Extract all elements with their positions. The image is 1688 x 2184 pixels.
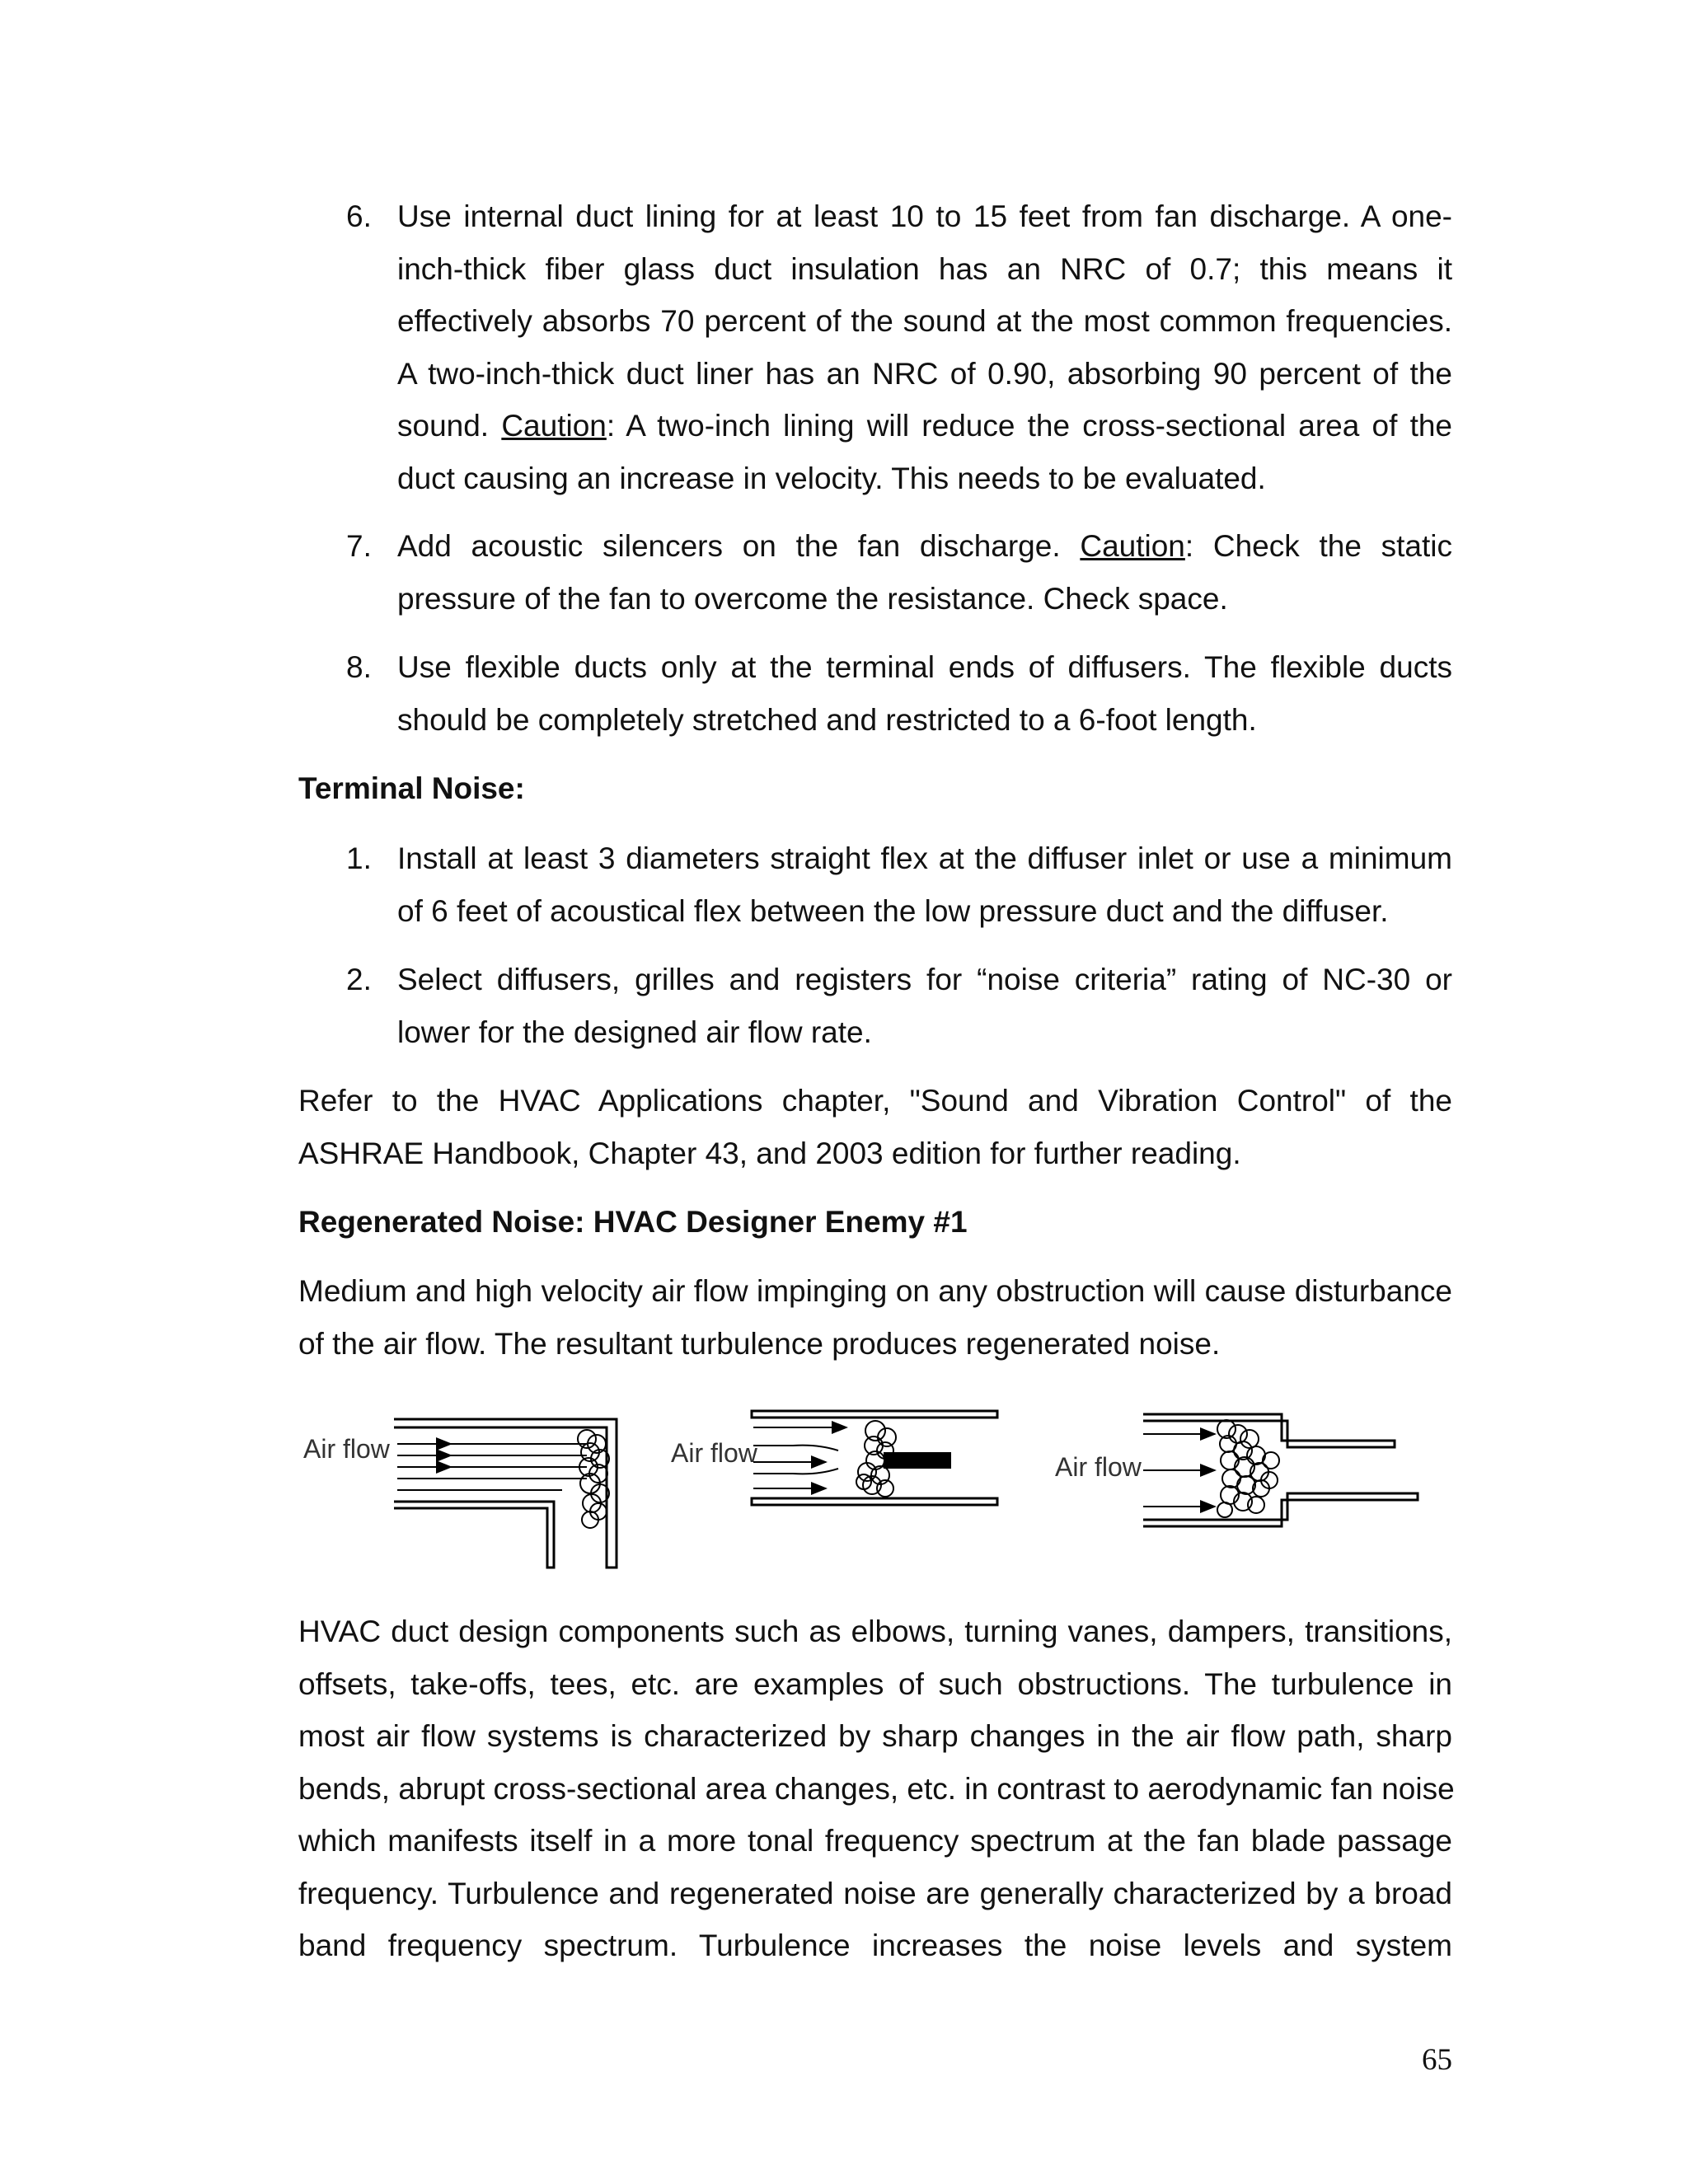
caution-label: Caution: [501, 409, 607, 443]
list-text: [397, 641, 1452, 746]
list-text: [397, 832, 1452, 937]
terminal-noise-heading: Terminal Noise:: [298, 771, 525, 805]
text-line: bends, abrupt cross-sectional area changes, etc. in contrast to aerodynamic fan noise: [298, 1771, 1455, 1806]
elbow-turbulence-diagram-icon: [303, 1419, 617, 1568]
regenerated-noise-heading: Regenerated Noise: HVAC Designer Enemy #1: [298, 1205, 968, 1239]
damper-turbulence-diagram-icon: [671, 1411, 997, 1505]
turbulence-diagrams: [298, 1401, 1452, 1582]
air-flow-label: Air flow: [671, 1438, 757, 1468]
text-segment: : Check the static: [1184, 529, 1452, 563]
air-flow-label: Air flow: [1055, 1452, 1142, 1482]
text-line: offsets, take-offs, tees, etc. are examples of such obstructions. The turbulence in: [298, 1666, 1452, 1701]
text-line: Refer to the HVAC Applications chapter, "Sound and Vibration Control" of the: [298, 1084, 1452, 1118]
text-line: of 6 feet of acoustical flex between the low pressure duct and the diffuser.: [397, 893, 1389, 928]
text-line: Use internal duct lining for at least 10 to 15 feet from fan discharge. A one-: [397, 199, 1452, 233]
text-line: most air flow systems is characterized by sharp changes in the air flow path, sharp: [298, 1719, 1452, 1753]
air-flow-label: Air flow: [303, 1434, 390, 1464]
regenerated-noise-paragraph: [298, 1265, 1452, 1370]
text-line: Install at least 3 diameters straight flex at the diffuser inlet or use a minimum: [397, 841, 1452, 875]
text-line: A two-inch-thick duct liner has an NRC of 0.90, absorbing 90 percent of the: [397, 356, 1452, 391]
text-segment: sound.: [397, 409, 502, 443]
list-text: [397, 954, 1452, 1058]
text-line: ASHRAE Handbook, Chapter 43, and 2003 edition for further reading.: [298, 1136, 1241, 1170]
list-text: [397, 520, 1452, 625]
text-line: pressure of the fan to overcome the resistance. Check space.: [397, 581, 1228, 616]
text-line: Select diffusers, grilles and registers for “noise criteria” rating of NC-30 or: [397, 963, 1452, 996]
transition-turbulence-diagram-icon: [1055, 1414, 1418, 1526]
text-line: which manifests itself in a more tonal frequency spectrum at the fan blade passage: [298, 1824, 1452, 1858]
turbulence-figure: [298, 1401, 1452, 1582]
hvac-components-paragraph: [298, 1605, 1455, 1972]
text-line: lower for the designed air flow rate.: [397, 1015, 872, 1049]
list-number: 6.: [346, 199, 372, 233]
text-line: duct causing an increase in velocity. This needs to be evaluated.: [397, 461, 1266, 495]
text-segment: Add acoustic silencers on the fan discharge.: [397, 529, 1081, 563]
text-line: band frequency spectrum. Turbulence increases the noise levels and system: [298, 1929, 1452, 1962]
text-line: Use flexible ducts only at the terminal ends of diffusers. The flexible ducts: [397, 650, 1452, 684]
refer-paragraph: [298, 1075, 1452, 1179]
text-line: inch-thick fiber glass duct insulation has an NRC of 0.7; this means it: [397, 251, 1452, 286]
list-number: 8.: [346, 650, 372, 684]
text-line: should be completely stretched and restricted to a 6-foot length.: [397, 702, 1257, 737]
page-number: 65: [1422, 2043, 1452, 2077]
text-line: HVAC duct design components such as elbows, turning vanes, dampers, transitions,: [298, 1615, 1452, 1648]
text-line: [397, 400, 1452, 452]
list-number: 7.: [346, 529, 372, 563]
text-line: effectively absorbs 70 percent of the sound at the most common frequencies.: [397, 304, 1452, 338]
list-number: 1.: [346, 841, 372, 875]
text-line: [397, 520, 1452, 573]
caution-label: Caution: [1080, 529, 1185, 563]
text-segment: : A two-inch lining will reduce the cross-sectional area of the: [606, 409, 1453, 443]
list-text: [397, 190, 1452, 504]
text-line: Medium and high velocity air flow impinging on any obstruction will cause disturbance: [298, 1274, 1452, 1308]
text-line: of the air flow. The resultant turbulence produces regenerated noise.: [298, 1326, 1221, 1361]
list-number: 2.: [346, 963, 372, 996]
text-line: frequency. Turbulence and regenerated noise are generally characterized by a broad: [298, 1876, 1452, 1910]
